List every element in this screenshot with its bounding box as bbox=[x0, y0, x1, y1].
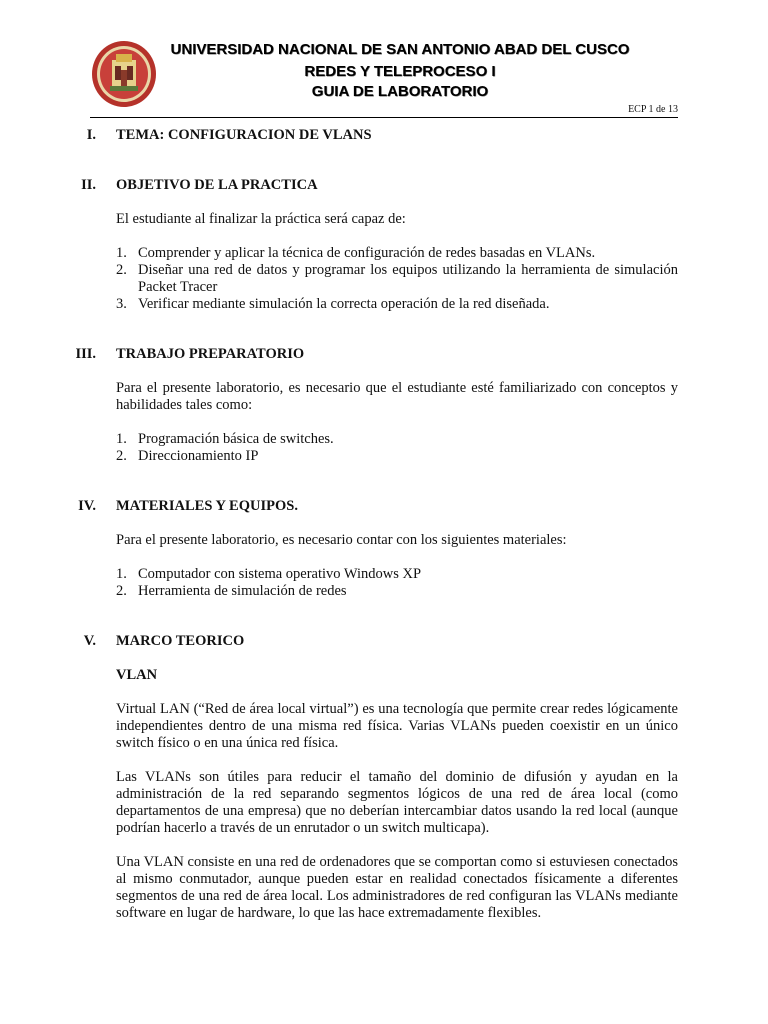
list-item: 1. Programación básica de switches. bbox=[116, 431, 334, 447]
subsection-title: VLAN bbox=[116, 667, 158, 683]
section-tema bbox=[86, 127, 678, 144]
list-item: 2. Direccionamiento IP bbox=[116, 448, 259, 464]
course-name: REDES Y TELEPROCESO I bbox=[304, 63, 496, 80]
page-header bbox=[0, 0, 768, 120]
list-item: 3. Verificar mediante simulación la correcta operación de la red diseñada. bbox=[116, 296, 550, 312]
section-numeral: I. bbox=[86, 127, 96, 143]
section-intro: El estudiante al finalizar la práctica será capaz de: bbox=[116, 211, 406, 227]
guide-title: GUIA DE LABORATORIO bbox=[311, 83, 489, 100]
section-title: TRABAJO PREPARATORIO bbox=[116, 346, 305, 362]
section-materiales bbox=[78, 498, 678, 600]
university-name: UNIVERSIDAD NACIONAL DE SAN ANTONIO ABAD DEL CUSCO bbox=[170, 41, 630, 58]
list-item: 1. Computador con sistema operativo Windows XP bbox=[116, 566, 422, 582]
materials-list bbox=[116, 566, 678, 600]
paragraph: Las VLANs son útiles para reducir el tamaño del dominio de difusión y ayudan en la administración de la red separando segmentos lógicos de una red de área local (como departamentos de una empresa) que no deberían intercambiar datos usando la red local (aunque podrían hacerlo a través de un enrutador o un switch multicapa). bbox=[116, 769, 678, 836]
header-divider bbox=[90, 117, 678, 118]
section-title: TEMA: CONFIGURACION DE VLANS bbox=[116, 127, 372, 143]
list-item: 1. Comprender y aplicar la técnica de configuración de redes basadas en VLANs. bbox=[116, 245, 596, 261]
section-numeral: III. bbox=[75, 346, 96, 362]
objective-list bbox=[116, 245, 678, 313]
section-objetivo bbox=[81, 177, 678, 313]
paragraph: Una VLAN consiste en una red de ordenadores que se comportan como si estuviesen conectados al mismo conmutador, aunque pueden estar en realidad conectados físicamente a diferentes segmentos de una red de área local. Los administradores de red configuran las VLANs mediante software en lugar de hardware, lo que las hace extremadamente flexibles. bbox=[116, 854, 678, 921]
skills-list bbox=[116, 431, 678, 465]
list-item: 2. Diseñar una red de datos y programar los equipos utilizando la herramienta de simulación Packet Tracer bbox=[116, 262, 678, 295]
section-title: MATERIALES Y EQUIPOS. bbox=[116, 498, 298, 514]
page-reference: ECP 1 de 13 bbox=[628, 104, 678, 115]
document-body bbox=[0, 126, 768, 922]
section-intro: Para el presente laboratorio, es necesario que el estudiante esté familiarizado con conceptos y habilidades tales como: bbox=[116, 380, 678, 413]
section-trabajo-preparatorio bbox=[75, 346, 678, 465]
university-seal-icon bbox=[90, 40, 158, 108]
section-title: OBJETIVO DE LA PRACTICA bbox=[116, 177, 318, 193]
section-numeral: IV. bbox=[78, 498, 96, 514]
section-marco-teorico bbox=[83, 633, 678, 922]
list-item: 2. Herramienta de simulación de redes bbox=[116, 583, 347, 599]
paragraph: Virtual LAN (“Red de área local virtual”) es una tecnología que permite crear redes lógicamente independientes dentro de una misma red física. Varias VLANs pueden coexistir en un único switch físico o en una única red física. bbox=[116, 701, 678, 751]
section-intro: Para el presente laboratorio, es necesario contar con los siguientes materiales: bbox=[116, 532, 567, 548]
section-title: MARCO TEORICO bbox=[116, 633, 245, 649]
section-numeral: V. bbox=[83, 633, 96, 649]
section-numeral: II. bbox=[81, 177, 96, 193]
